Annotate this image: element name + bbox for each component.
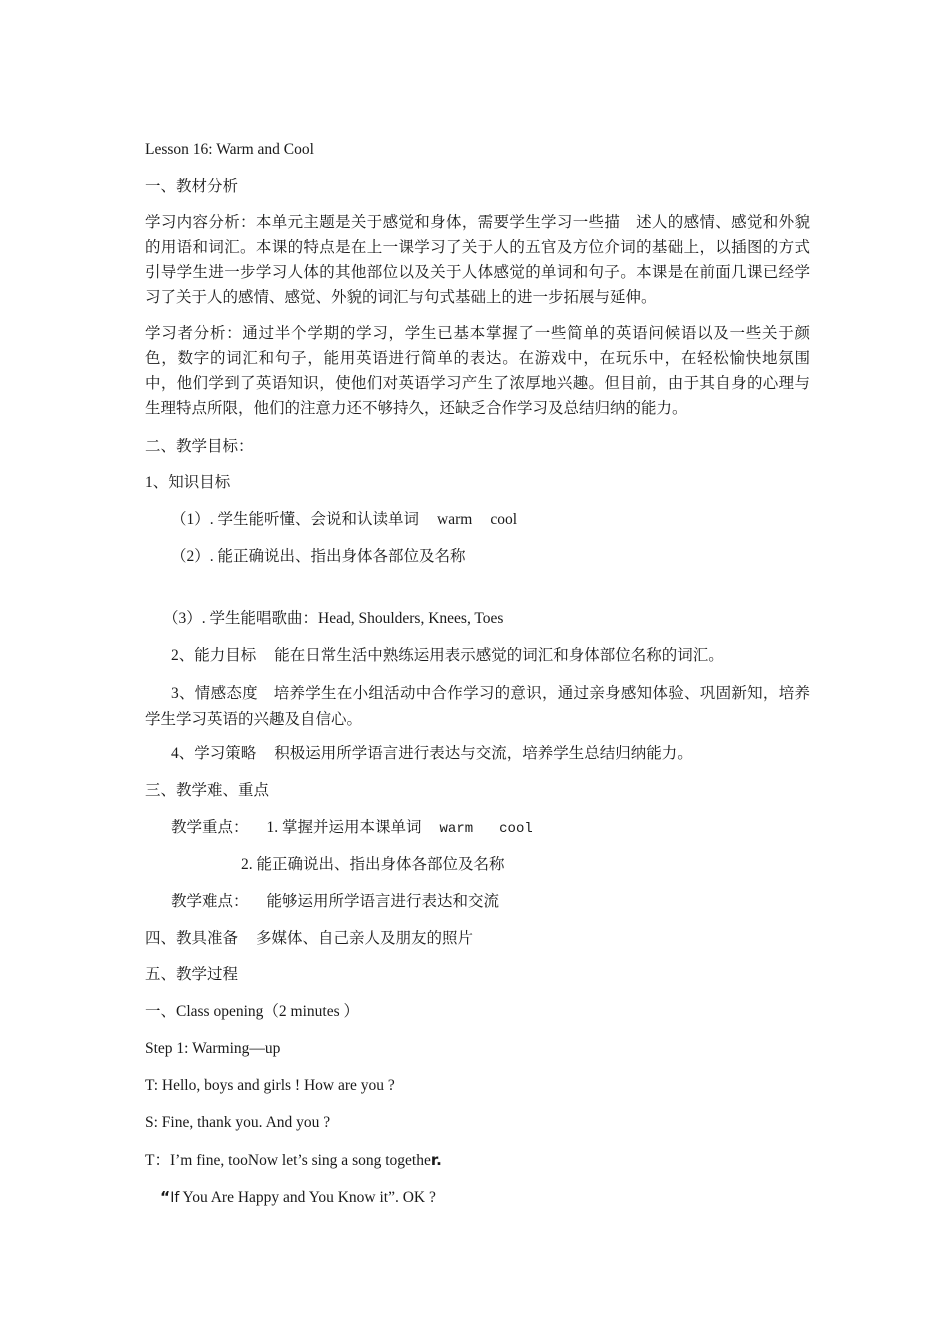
dialog-line-3-tail: r. [430,1151,442,1169]
section-heading-key-points: 三、教学难、重点 [145,782,270,799]
key-point-2: 2. 能正确说出、指出身体各部位及名称 [241,856,505,873]
key-word-warm: warm [439,821,474,837]
learning-strategy-text: 积极运用所学语言进行表达与交流，培养学生总结归纳能力。 [274,745,693,762]
content-analysis-paragraph: 学习内容分析：本单元主题是关于感觉和身体，需要学生学习一些描 述人的感情、感觉和外貌的用语和词汇。本课的特点是在上一课学习了关于人的五官及方位介词的基础上，以插图的方式引导学生进一步学习人体的其他部位以及关于人体感觉的单词和句子。本课是在前面几课已经学习了关于人的感情、感觉、外貌的词汇与句式基础上的进一步拓展与延伸。 [145,214,810,306]
teaching-aids-text: 多媒体、自己亲人及朋友的照片 [256,930,474,947]
learning-strategy-label: 4、学习策略 [171,745,257,762]
section-heading-teaching-process: 五、教学过程 [145,966,239,983]
teaching-aids-label: 四、教具准备 [145,930,239,947]
lesson-title: Lesson 16: Warm and Cool [145,141,314,158]
ability-goal-text: 能在日常生活中熟练运用表示感觉的词汇和身体部位名称的词汇。 [274,647,724,664]
knowledge-goal-3: （3）. 学生能唱歌曲：Head, Shoulders, Knees, Toes [163,610,504,627]
difficulty-point [171,892,499,912]
teaching-aids [145,929,473,949]
dialog-line-2: S: Fine, thank you. And you ? [145,1114,331,1131]
class-opening: 一、Class opening（2 minutes ） [145,1003,359,1020]
song-if: If [170,1190,180,1206]
key-point-1-text: 1. 掌握并运用本课单词 [266,819,422,836]
dialog-line-3-text: T：I’m fine, tooNow let’s sing a song togethe [145,1152,431,1169]
difficulty-text: 能够运用所学语言进行表达和交流 [266,893,500,910]
learner-analysis-paragraph: 学习者分析：通过半个学期的学习，学生已基本掌握了一些简单的英语问候语以及一些关于颜色，数字的词汇和句子，能用英语进行简单的表达。在游戏中，在玩乐中，在轻松愉快地氛围中，他们学到了英语知识，使他们对英语学习产生了浓厚地兴趣。但目前，由于其自身的心理与生理特点所限，他们的注意力还不够持久，还缺乏合作学习及总结归纳的能力。 [145,325,810,417]
difficulty-label: 教学难点： [171,893,249,910]
section-heading-teaching-goals: 二、教学目标： [145,438,254,455]
dialog-line-1: T: Hello, boys and girls ! How are you ? [145,1077,395,1094]
knowledge-goal-1 [171,510,517,530]
song-quote-open: “ [160,1188,171,1206]
ability-goal [171,646,724,666]
knowledge-goal-2: （2）. 能正确说出、指出身体各部位及名称 [171,548,466,565]
section-heading-material-analysis: 一、教材分析 [145,178,239,195]
key-point-1 [171,818,533,839]
key-point-label: 教学重点： [171,819,249,836]
dialog-line-3 [145,1150,442,1171]
emotion-goal-paragraph: 3、情感态度 培养学生在小组活动中合作学习的意识，通过亲身感知体验、巩固新知，培养学生学习英语的兴趣及自信心。 [145,685,810,728]
ability-goal-label: 2、能力目标 [171,647,257,664]
word-warm: warm [437,511,473,528]
learning-strategy [171,744,693,764]
step-1-heading: Step 1: Warming—up [145,1040,281,1057]
key-word-cool: cool [499,821,533,837]
knowledge-goal-heading: 1、知识目标 [145,474,231,491]
song-title-rest: You Are Happy and You Know it”. OK ? [179,1189,436,1206]
knowledge-goal-1-text: （1）. 学生能听懂、会说和认读单词 [171,511,420,528]
song-line [160,1187,436,1208]
word-cool: cool [490,511,517,528]
